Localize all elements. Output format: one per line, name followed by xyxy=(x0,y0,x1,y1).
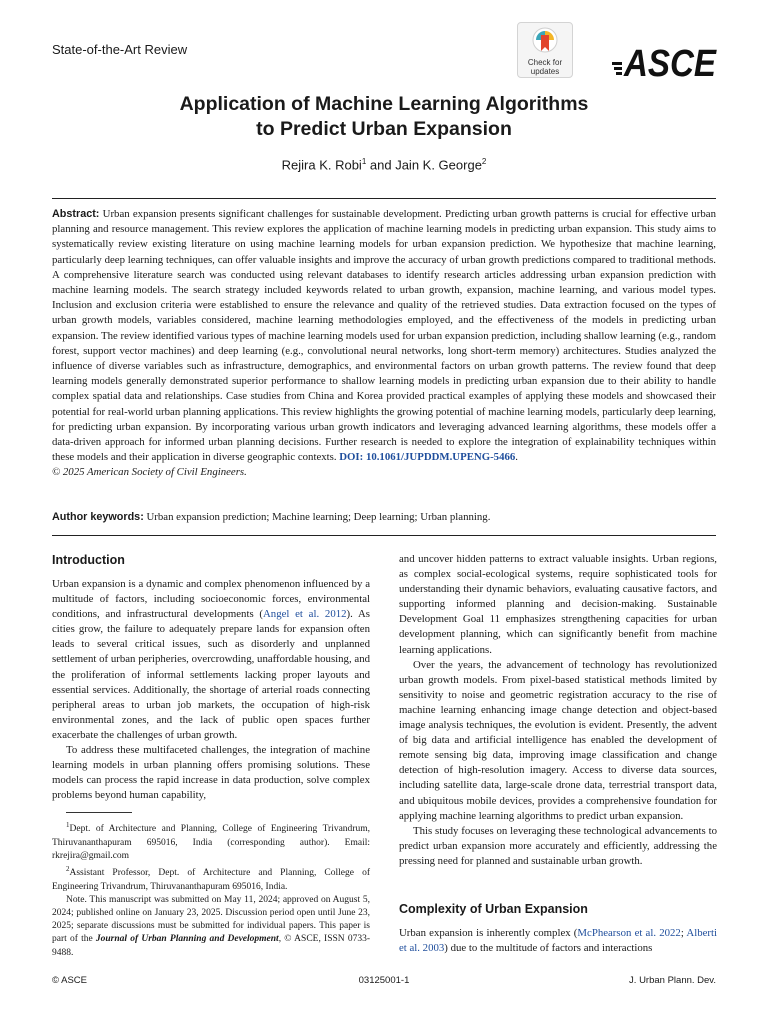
author-1: Rejira K. Robi xyxy=(281,157,362,173)
author-1-affiliation: 1 xyxy=(361,157,367,166)
keywords-bottom-rule xyxy=(52,535,716,536)
author-separator: and xyxy=(366,157,396,173)
citation-angel-2012[interactable]: Angel et al. 2012 xyxy=(263,608,347,621)
footer-publisher: © ASCE xyxy=(52,975,87,986)
copyright-line: © 2025 American Society of Civil Engineers. xyxy=(52,466,247,479)
doi-period: . xyxy=(515,451,518,464)
article-type-label: State-of-the-Art Review xyxy=(52,42,188,57)
abstract-text: Urban expansion presents significant challenges for sustainable development. Predicting urban growth patterns is crucial for effective urban planning and resource management. This review explores the application of machine learning models in predicting urban expansion. This study aims to systematically review existing literature on using machine learning models for urban expansion prediction. We hypothesize that machine learning, particularly deep learning techniques, can offer valuable insights and improve the accuracy of urban growth predictions compared to traditional methods. A comprehensive literature search was conducted using relevant databases to identify research articles addressing urban expansion prediction with machine learning models. The search strategy included keywords related to urban growth, expansion, machine learning, and various model types. Inclusion and exclusion criteria were established to ensure the relevance and quality of the retrieved studies. Data extraction focused on the types of urban growth models, variables considered, machine learning methodologies employed, and the effectiveness of the models in predicting urban expansion. The review identified various types of machine learning models used for urban expansion prediction, including shallow learning (e.g., random forest, support vector machines) and deep learning (e.g., convolutional neural networks, long short-term memory) architectures. Studies analyzed the influence of diverse variables such as infrastructure, demographics, and environmental factors on urban growth patterns. The review found that deep learning models generally demonstrated superior performance to shallow learning models in predicting urban expansion due to their ability to handle complex spatial data and relationships. Case studies from China and Korea provided practical examples of applying these models and showcased their potential for real-world urban planning applications. This review highlights the growing potential of machine learning models, particularly deep learning, for predicting urban expansion. By incorporating various urban growth indicators and leveraging advanced learning algorithms, these models offer a data-driven approach for informed urban planning decisions. Further research is needed to explore the integration of explainability techniques within these models and their application in diverse geographic contexts. xyxy=(52,208,716,464)
author-list xyxy=(84,157,684,172)
intro-paragraph-3: Over the years, the advancement of technology has revolutionized urban growth models. From pixel-based statistical methods limited by sensitivity to noise and geometric registration accuracy to the rise of machine learning enhancing image change detection and object-based image analysis techniques, the evolution is evident. Presently, the advent of big data and artificial intelligence has enabled the development of remote sensing big data, improving image classification and change detection of high-resolution imagery. Access to diverse data sources, including satellite data, large-scale drone data, terrestrial transport data, and ubiquitous mobile devices, provides a comprehensive foundation for applying machine learning algorithms to predict urban expansion. xyxy=(399,658,717,822)
doi-label: DOI: xyxy=(339,451,366,464)
abstract-top-rule xyxy=(52,198,716,199)
title-line-2: to Predict Urban Expansion xyxy=(256,118,512,140)
asce-logo xyxy=(612,40,718,85)
intro-paragraph-2-continued: and uncover hidden patterns to extract valuable insights. Urban regions, as complex social-ecological systems, require sophisticated tools for understanding their dynamic behaviors, evaluating causative factors, and supporting informed planning and decision-making. Sustainable Development Goal 11 emphasizes strengthening capacities for urban development planning, which can significantly benefit from machine learning applications. xyxy=(399,553,717,656)
citation-alberti-2003[interactable]: Alberti et al. 2003 xyxy=(399,926,718,955)
abstract xyxy=(52,207,716,481)
complexity-heading: Complexity of Urban Expansion xyxy=(399,901,588,916)
check-for-updates-badge[interactable] xyxy=(517,22,573,78)
complexity-paragraph-1: Urban expansion is inherently complex (McPhearson et al. 2022; Alberti et al. 2003) due to the multitude of factors and interactions xyxy=(399,926,718,955)
introduction-heading: Introduction xyxy=(52,553,125,567)
footnote-note: Note. This manuscript was submitted on May 11, 2024; approved on August 5, 2024; published online on January 23, 2025. Discussion period open until June 23, 2025; separate discussions must be submitted for individual papers. This paper is part of the Journal of Urban Planning and Development, © ASCE, ISSN 0733-9488. xyxy=(52,894,370,958)
author-2-affiliation: 2 xyxy=(481,157,487,166)
intro-paragraph-4: This study focuses on leveraging these technological advancements to predict urban expansion more accurately and efficiently, addressing the pressing need for planned and sustainable urban growth. xyxy=(399,824,717,867)
doi-link[interactable]: 10.1061/JUPDDM.UPENG-5466 xyxy=(365,451,516,464)
keywords-text: Urban expansion prediction; Machine learning; Deep learning; Urban planning. xyxy=(143,511,491,523)
keywords-label: Author keywords: xyxy=(52,511,144,523)
paper-title xyxy=(84,92,684,142)
intro-paragraph-1: Urban expansion is a dynamic and complex phenomenon influenced by a multitude of factors, including socioeconomic forces, environmental conditions, and infrastructural developments (Angel et al. 2012). As cities grow, the failure to adequately prepare lands for expansion often leads to several critical issues, such as disorderly and unplanned settlement of urban peripheries, overcrowding, unaffordable housing, and the proliferation of informal settlements lacking proper layouts and essential services. Additionally, the shortage of arterial roads connecting peripheral areas to urban job markets, the occupation of high-risk environmental zones, and the lack of public open spaces further exacerbate the challenges of urban growth. xyxy=(52,578,370,741)
intro-paragraph-2: To address these multifaceted challenges, the integration of machine learning models in urban planning offers promising solutions. These models can process the rapid increase in data production, solve complex problems beyond human capability, xyxy=(52,744,370,802)
footnote-2: $^2$Assistant Professor, Dept. of Architecture and Planning, College of Engineering Trivandrum, Thiruvananthapuram 695016, India. xyxy=(52,865,370,892)
footnote-1: $^1$Dept. of Architecture and Planning, College of Engineering Trivandrum, Thiruvananthapuram 695016, India (corresponding author). Email: rkrejira@gmail.com xyxy=(52,821,370,861)
journal-name: Journal of Urban Planning and Development xyxy=(95,934,279,945)
footnote-rule xyxy=(66,812,132,813)
check-for-updates-text: Check for updates xyxy=(527,58,563,76)
left-column xyxy=(52,552,370,960)
author-2: Jain K. George xyxy=(395,157,482,173)
asce-logo-text: ASCE xyxy=(623,43,718,85)
citation-mcphearson-2022[interactable]: McPhearson et al. 2022 xyxy=(577,926,681,939)
title-line-1: Application of Machine Learning Algorithms xyxy=(179,93,589,115)
right-column xyxy=(399,552,717,956)
footer-article-number: 03125001-1 xyxy=(358,975,410,986)
author-keywords xyxy=(52,511,716,523)
abstract-label: Abstract: xyxy=(52,208,100,220)
crossmark-icon xyxy=(532,27,558,57)
footer-journal-abbrev: J. Urban Plann. Dev. xyxy=(629,975,716,986)
